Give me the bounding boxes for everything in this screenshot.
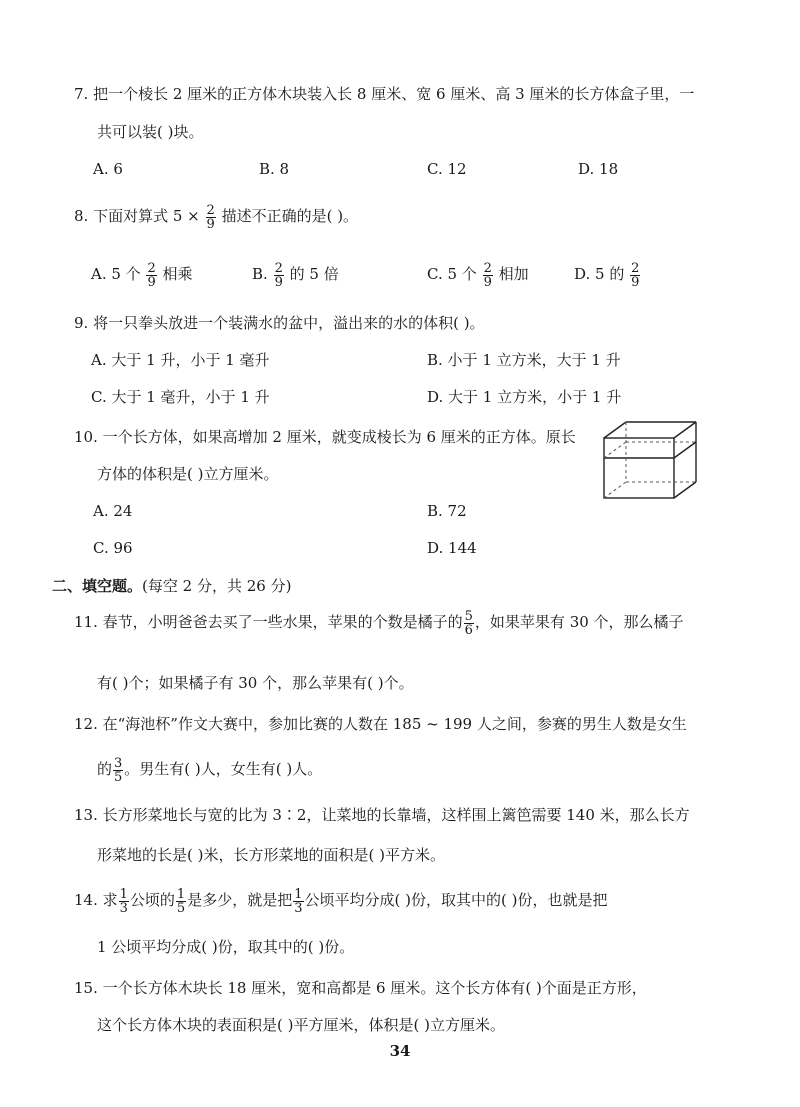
- q7-option-a: A. 6: [93, 160, 123, 178]
- q8-pre: 8. 下面对算式 5 ×: [74, 207, 200, 225]
- section2-note: (每空 2 分，共 26 分): [142, 577, 292, 595]
- q9-option-c: C. 大于 1 毫升，小于 1 升: [91, 388, 270, 406]
- q7-line2: 共可以装( )块。: [97, 123, 204, 141]
- q7-option-b: B. 8: [259, 160, 290, 178]
- q8-fraction: $\frac{2}{9}$: [206, 202, 215, 232]
- q12-fraction: $\frac{3}{5}$: [114, 755, 123, 785]
- q9-option-b: B. 小于 1 立方米，大于 1 升: [427, 351, 621, 369]
- q10-option-c: C. 96: [93, 539, 133, 557]
- q14-line1: 14. 求 $\frac{1}{3}$ 公顷的 $\frac{1}{5}$ 是多少，就是把 $\frac{1}{3}$ 公顷平均分成( )份，取其中的( )份，也就是把: [74, 886, 608, 916]
- cube-front-face: [604, 438, 674, 498]
- q10-line2: 方体的体积是( )立方厘米。: [97, 465, 279, 483]
- cube-figure: [602, 420, 698, 502]
- q11-line1: 11. 春节，小明爸爸去买了一些水果，苹果的个数是橘子的 $\frac{5}{6}$ ，如果苹果有 30 个，那么橘子: [74, 608, 684, 638]
- q14-line2: 1 公顷平均分成( )份，取其中的( )份。: [97, 938, 355, 956]
- q10-option-b: B. 72: [427, 502, 467, 520]
- q15-line2: 这个长方体木块的表面积是( )平方厘米，体积是( )立方厘米。: [97, 1016, 505, 1034]
- q8-option-c: C. 5 个 $\frac{2}{9}$ 相加: [427, 260, 529, 290]
- q10-option-a: A. 24: [93, 502, 133, 520]
- section2-title: 二、填空题。: [52, 577, 143, 595]
- q13-line1: 13. 长方形菜地长与宽的比为 3∶2，让菜地的长靠墙，这样围上篱笆需要 140 米，那么长方: [74, 806, 690, 824]
- q9-option-d: D. 大于 1 立方米，小于 1 升: [427, 388, 622, 406]
- q7-option-c: C. 12: [427, 160, 467, 178]
- q8-post: 描述不正确的是( )。: [221, 207, 359, 225]
- q11-line2: 有( )个；如果橘子有 30 个，那么苹果有( )个。: [97, 674, 414, 692]
- q12-line2: 的 $\frac{3}{5}$ 。男生有( )人，女生有( )人。: [97, 755, 323, 785]
- q8-option-b: B. $\frac{2}{9}$ 的 5 倍: [252, 260, 339, 290]
- q9-option-a: A. 大于 1 升，小于 1 毫升: [91, 351, 270, 369]
- q13-line2: 形菜地的长是( )米，长方形菜地的面积是( )平方米。: [97, 846, 445, 864]
- q10-line1: 10. 一个长方体，如果高增加 2 厘米，就变成棱长为 6 厘米的正方体。原长: [74, 428, 576, 446]
- q9-line1: 9. 将一只拳头放进一个装满水的盆中，溢出来的水的体积( )。: [74, 314, 485, 332]
- q11-fraction: $\frac{5}{6}$: [464, 608, 473, 638]
- q8-option-a: A. 5 个 $\frac{2}{9}$ 相乘: [91, 260, 193, 290]
- page-number: 34: [389, 1042, 411, 1060]
- q7-line1: 7. 把一个棱长 2 厘米的正方体木块装入长 8 厘米、宽 6 厘米、高 3 厘米的长方体盒子里，一: [74, 85, 695, 103]
- q15-line1: 15. 一个长方体木块长 18 厘米，宽和高都是 6 厘米。这个长方体有( )个面是正方形，: [74, 979, 647, 997]
- section2-heading: [52, 576, 291, 596]
- q7-option-d: D. 18: [578, 160, 619, 178]
- q8-line1: [74, 200, 358, 232]
- q10-option-d: D. 144: [427, 539, 477, 557]
- q12-line1: 12. 在“海池杯”作文大赛中，参加比赛的人数在 185 ~ 199 人之间，参赛的男生人数是女生: [74, 715, 687, 733]
- q8-option-d: D. 5 的 $\frac{2}{9}$: [574, 260, 640, 290]
